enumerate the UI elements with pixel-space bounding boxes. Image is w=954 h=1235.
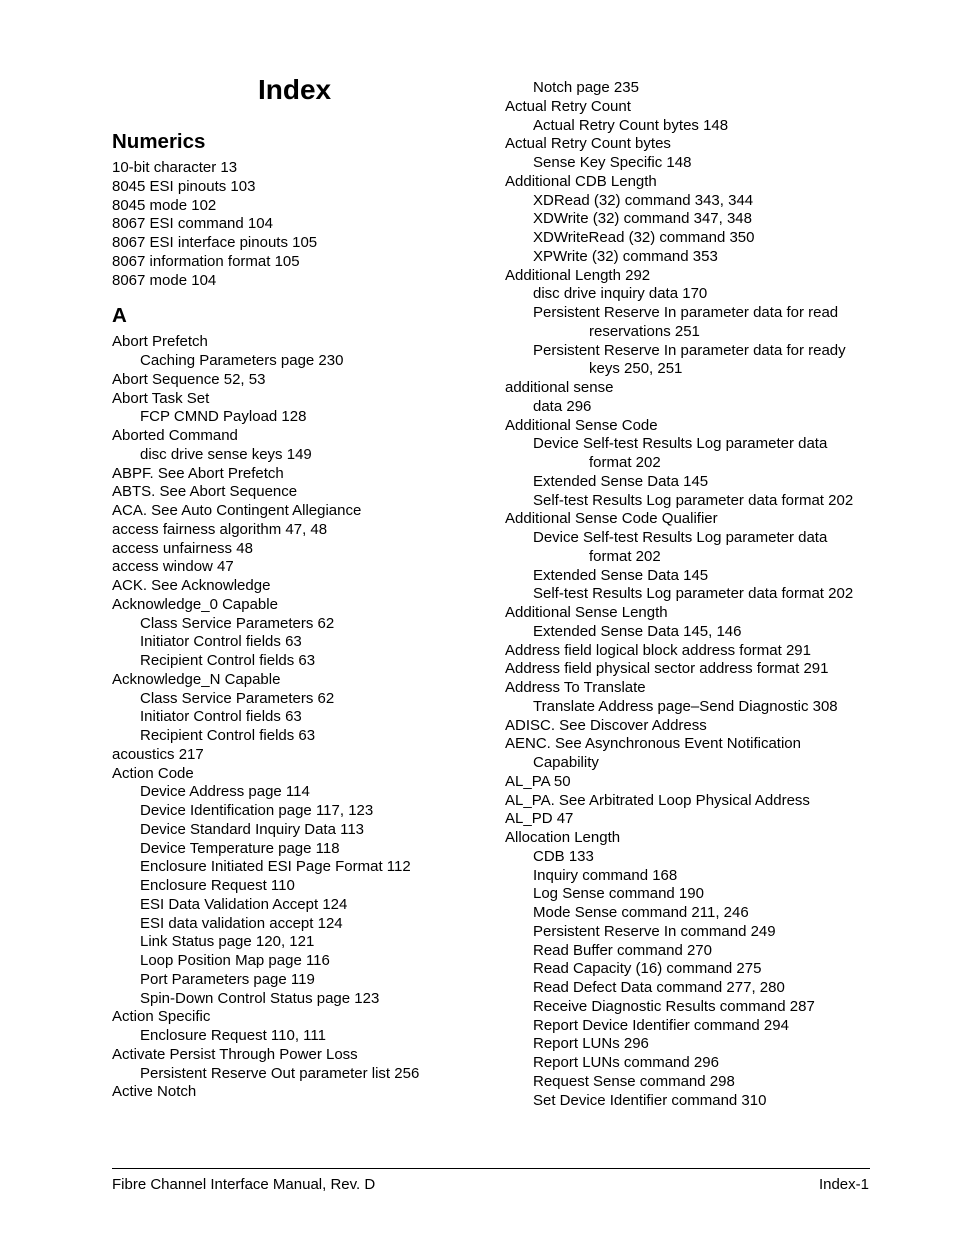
index-entry: ACA. See Auto Contingent Allegiance (112, 502, 362, 519)
index-entry: Report LUNs 296 (533, 1035, 649, 1053)
index-entry: ABPF. See Abort Prefetch (112, 464, 284, 482)
index-entry: Capability (533, 754, 599, 771)
index-entry: disc drive inquiry data 170 (533, 285, 708, 303)
index-entry: Device Standard Inquiry Data 113 (140, 820, 365, 838)
index-entry: Aborted Command (112, 427, 238, 444)
index-entry: Abort Task Set (112, 389, 210, 407)
index-entry: Port Parameters page 119 (140, 970, 315, 988)
index-entry: Spin-Down Control Status page 123 (140, 989, 380, 1007)
index-entry: Notch page 235 (533, 79, 639, 96)
index-entry: Address field physical sector address format 291 (505, 660, 829, 678)
index-column-right (505, 79, 885, 1110)
index-entry: 8067 information format 105 (112, 252, 300, 270)
index-entry: Additional Sense Code (505, 416, 658, 434)
index-entry: Report Device Identifier command 294 (533, 1016, 789, 1034)
index-entry: Acknowledge_N Capable (112, 670, 281, 688)
index-entry: Set Device Identifier command 310 (533, 1091, 767, 1109)
index-entry: XDWrite (32) command 347, 348 (533, 210, 752, 228)
index-entry: Link Status page 120, 121 (140, 933, 315, 951)
index-entry: Receive Diagnostic Results command 287 (533, 997, 815, 1015)
index-entry: Extended Sense Data 145, 146 (533, 622, 742, 640)
index-entry: Persistent Reserve In command 249 (533, 922, 776, 940)
index-entry: Abort Sequence 52, 53 (112, 370, 266, 388)
index-entry: AENC. See Asynchronous Event Notification (505, 735, 801, 753)
index-entry: access fairness algorithm 47, 48 (112, 520, 328, 538)
index-entry: Persistent Reserve In parameter data for ready (533, 341, 846, 359)
index-entry: Inquiry command 168 (533, 866, 678, 884)
index-entry: AL_PA 50 (505, 772, 571, 790)
index-entry: Enclosure Initiated ESI Page Format 112 (140, 858, 411, 876)
index-column-left (112, 130, 482, 1102)
index-entry: Actual Retry Count (505, 97, 631, 115)
index-entry: 8067 ESI interface pinouts 105 (112, 234, 318, 251)
index-entry: Caching Parameters page 230 (140, 352, 344, 369)
index-entry: keys 250, 251 (589, 360, 683, 378)
footer-manual-title: Fibre Channel Interface Manual, Rev. D (112, 1176, 376, 1193)
index-entry: 10-bit character 13 (112, 159, 238, 176)
index-entry: Address To Translate (505, 679, 646, 696)
index-entry: 8045 mode 102 (112, 196, 217, 214)
index-entry: Additional Sense Length (505, 604, 668, 621)
index-entry: Persistent Reserve Out parameter list 256 (140, 1064, 420, 1082)
index-entry: Mode Sense command 211, 246 (533, 904, 749, 921)
index-entry: AL_PA. See Arbitrated Loop Physical Address (505, 791, 810, 809)
index-entry: Activate Persist Through Power Loss (112, 1045, 358, 1063)
index-entry: Additional CDB Length (505, 172, 657, 190)
index-entry: Read Buffer command 270 (533, 941, 712, 959)
index-entry: Additional Length 292 (505, 266, 651, 284)
index-entry: 8067 ESI command 104 (112, 215, 273, 233)
index-entry: Log Sense command 190 (533, 885, 704, 903)
index-entry: ABTS. See Abort Sequence (112, 483, 298, 501)
index-entry: Initiator Control fields 63 (140, 633, 302, 651)
section-heading-a: A (112, 304, 127, 328)
index-entry: Action Code (112, 764, 194, 782)
index-entry: Self-test Results Log parameter data format 202 (533, 491, 854, 509)
index-entry: Sense Key Specific 148 (533, 154, 692, 171)
index-entry: FCP CMND Payload 128 (140, 408, 307, 426)
index-entry: CDB 133 (533, 847, 594, 865)
index-entry: Acknowledge_0 Capable (112, 595, 278, 613)
index-entry: Action Specific (112, 1008, 211, 1026)
index-entry: Self-test Results Log parameter data format 202 (533, 585, 854, 603)
index-entry: acoustics 217 (112, 745, 204, 763)
index-entry: Persistent Reserve In parameter data for read (533, 304, 839, 321)
index-entry: 8067 mode 104 (112, 271, 217, 289)
index-entry: XDWriteRead (32) command 350 (533, 229, 755, 246)
index-list-numerics (112, 159, 482, 290)
index-entry: 8045 ESI pinouts 103 (112, 177, 256, 195)
index-entry: Device Address page 114 (140, 783, 310, 801)
index-entry: Translate Address page–Send Diagnostic 308 (533, 697, 838, 715)
index-entry: ESI data validation accept 124 (140, 914, 343, 932)
index-entry: access unfairness 48 (112, 539, 253, 557)
index-entry: Extended Sense Data 145 (533, 472, 709, 490)
index-entry: data 296 (533, 397, 592, 415)
index-entry: AL_PD 47 (505, 810, 574, 828)
index-entry: Read Capacity (16) command 275 (533, 960, 762, 978)
index-entry: Initiator Control fields 63 (140, 708, 302, 726)
index-entry: reservations 251 (589, 322, 700, 340)
index-entry: Actual Retry Count bytes 148 (533, 116, 729, 134)
index-entry: format 202 (589, 454, 661, 471)
index-entry: Device Self-test Results Log parameter data (533, 435, 828, 453)
index-entry: Active Notch (112, 1083, 197, 1101)
index-entry: Device Identification page 117, 123 (140, 802, 374, 819)
index-entry: additional sense (505, 379, 614, 396)
index-entry: ADISC. See Discover Address (505, 716, 707, 734)
index-entry: Class Service Parameters 62 (140, 614, 335, 632)
index-entry: Report LUNs command 296 (533, 1054, 719, 1071)
index-list-right (505, 79, 885, 1110)
page-title: Index (258, 74, 332, 105)
index-list-a (112, 333, 482, 1102)
index-entry: disc drive sense keys 149 (140, 445, 312, 463)
index-entry: access window 47 (112, 558, 234, 576)
index-entry: Loop Position Map page 116 (140, 952, 330, 969)
index-entry: Device Temperature page 118 (140, 839, 340, 857)
index-entry: ESI Data Validation Accept 124 (140, 895, 348, 913)
index-entry: XPWrite (32) command 353 (533, 247, 718, 265)
footer-page-number: Index-1 (818, 1176, 869, 1193)
index-entry: Request Sense command 298 (533, 1072, 735, 1090)
section-heading-numerics: Numerics (112, 130, 206, 153)
index-entry: Actual Retry Count bytes (505, 135, 671, 153)
index-entry: Abort Prefetch (112, 333, 208, 351)
index-entry: Enclosure Request 110 (140, 877, 295, 894)
index-entry: Recipient Control fields 63 (140, 652, 316, 669)
footer-divider (112, 1168, 870, 1169)
index-entry: Recipient Control fields 63 (140, 727, 316, 744)
index-entry: ACK. See Acknowledge (112, 577, 271, 594)
index-entry: Allocation Length (505, 829, 621, 846)
index-entry: Class Service Parameters 62 (140, 689, 335, 707)
index-entry: XDRead (32) command 343, 344 (533, 191, 754, 209)
index-entry: Additional Sense Code Qualifier (505, 510, 718, 528)
index-entry: Enclosure Request 110, 111 (140, 1027, 326, 1044)
index-entry: Device Self-test Results Log parameter data (533, 529, 828, 546)
index-entry: Read Defect Data command 277, 280 (533, 979, 785, 996)
index-entry: format 202 (589, 547, 661, 565)
index-entry: Extended Sense Data 145 (533, 566, 709, 584)
index-entry: Address field logical block address format 291 (505, 641, 811, 659)
